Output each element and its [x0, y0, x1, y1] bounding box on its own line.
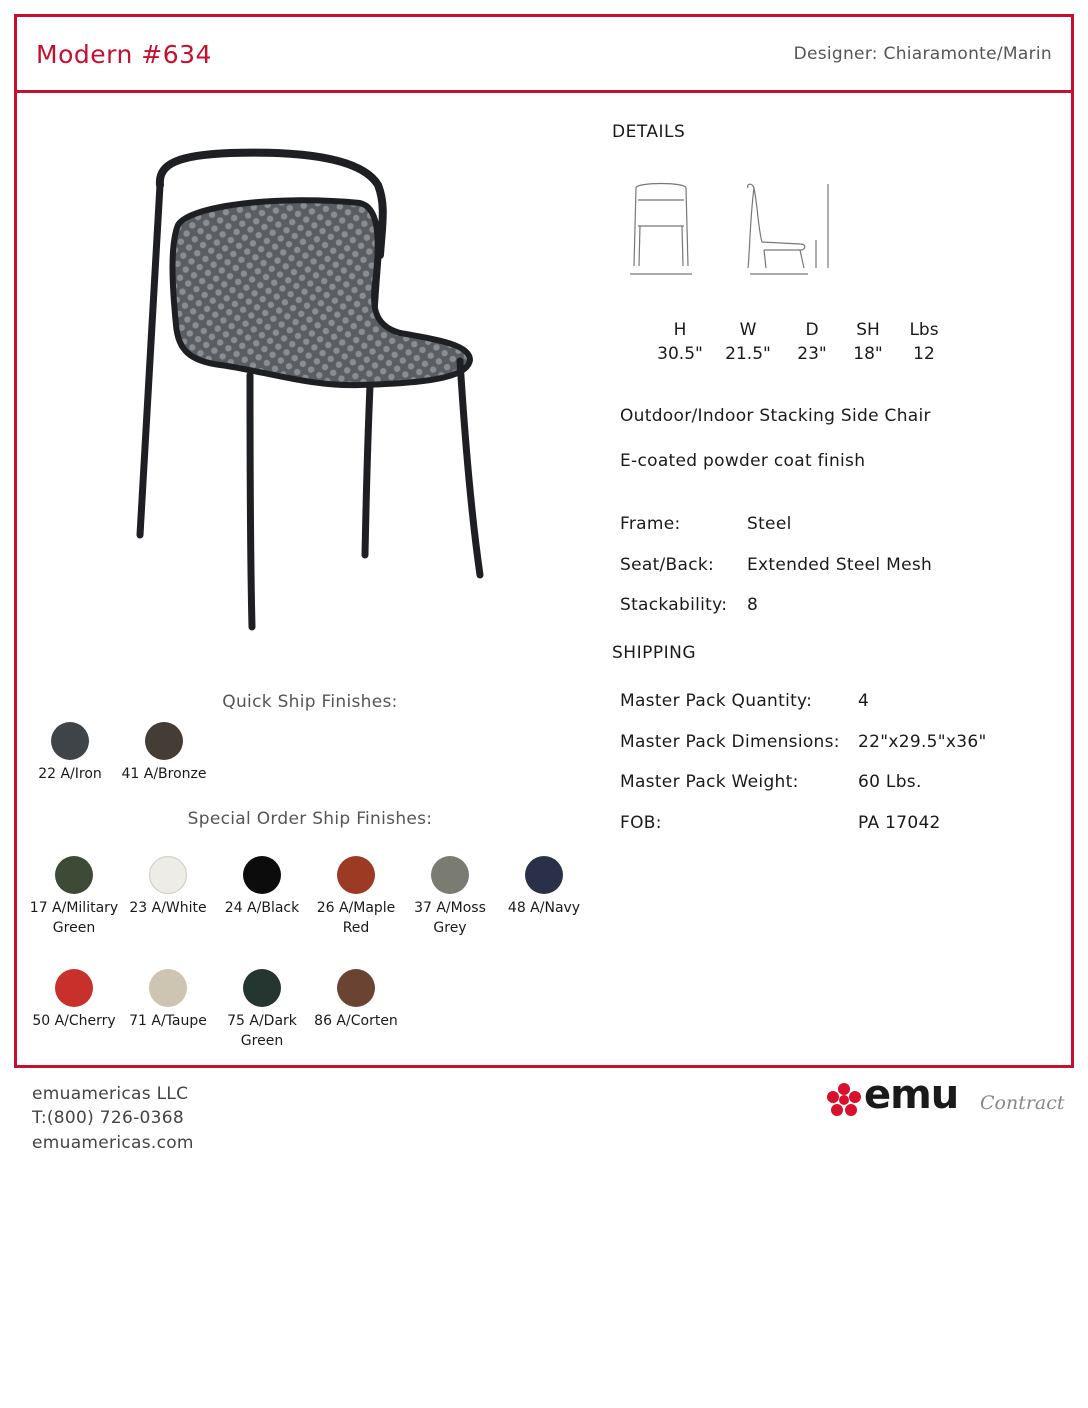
swatch-color-dot	[55, 856, 93, 894]
dim-value-lbs: 12	[913, 344, 935, 364]
frame-label: Frame:	[620, 514, 681, 534]
swatch-label: 17 A/Military Green	[29, 900, 119, 936]
swatch-color-dot	[149, 856, 187, 894]
dimension-values	[648, 344, 958, 364]
master-pack-weight-label: Master Pack Weight:	[620, 772, 799, 792]
dim-value-w: 21.5"	[725, 344, 771, 364]
dim-header-h: H	[673, 320, 687, 340]
swatch-color-dot	[149, 969, 187, 1007]
fob-label: FOB:	[620, 813, 662, 833]
finish-swatch-dark-green	[214, 969, 310, 1051]
swatch-color-dot	[337, 856, 375, 894]
swatch-color-dot	[51, 722, 89, 760]
company-phone: T:(800) 726-0368	[32, 1108, 185, 1128]
swatch-label: 23 A/White	[129, 900, 207, 916]
swatch-label: 26 A/Maple Red	[316, 900, 396, 936]
logo-wordmark: emu	[864, 1072, 959, 1118]
finish-swatch-navy	[496, 856, 592, 918]
special-order-heading: Special Order Ship Finishes:	[187, 809, 433, 829]
swatch-color-dot	[525, 856, 563, 894]
designer-credit: Designer: Chiaramonte/Marin	[793, 44, 1052, 64]
dim-header-d: D	[805, 320, 819, 340]
seat-back-value: Extended Steel Mesh	[747, 555, 933, 575]
swatch-color-dot	[431, 856, 469, 894]
company-name: emuamericas LLC	[32, 1084, 189, 1104]
page-title: Modern #634	[36, 40, 212, 69]
company-website[interactable]: emuamericas.com	[32, 1133, 194, 1153]
master-pack-dimensions-value: 22"x29.5"x36"	[858, 732, 987, 752]
seat-back-label: Seat/Back:	[620, 555, 715, 575]
chair-product-image	[110, 125, 510, 655]
dim-value-sh: 18"	[853, 344, 883, 364]
swatch-color-dot	[243, 856, 281, 894]
frame-value: Steel	[747, 514, 792, 534]
swatch-color-dot	[55, 969, 93, 1007]
finish-swatch-maple-red	[308, 856, 404, 938]
master-pack-dimensions-label: Master Pack Dimensions:	[620, 732, 840, 752]
finish-swatch-black	[214, 856, 310, 918]
swatch-label: 71 A/Taupe	[129, 1013, 207, 1029]
swatch-label: 37 A/Moss Grey	[414, 900, 486, 936]
shipping-heading: SHIPPING	[612, 643, 696, 663]
finish-swatch-iron	[22, 722, 118, 784]
dimension-headers	[648, 320, 958, 340]
logo-subtitle: Contract	[980, 1092, 1065, 1114]
swatch-color-dot	[337, 969, 375, 1007]
header-divider	[14, 90, 1074, 93]
fob-value: PA 17042	[858, 813, 941, 833]
finish-note: E-coated powder coat finish	[620, 451, 866, 471]
swatch-label: 75 A/Dark Green	[227, 1013, 297, 1049]
swatch-label: 41 A/Bronze	[121, 766, 207, 782]
emu-flower-icon	[824, 1080, 864, 1120]
swatch-label: 24 A/Black	[224, 900, 300, 916]
dim-value-h: 30.5"	[657, 344, 703, 364]
finish-swatch-military-green	[26, 856, 122, 938]
swatch-label: 48 A/Navy	[507, 900, 581, 916]
finish-swatch-taupe	[120, 969, 216, 1031]
swatch-label: 86 A/Corten	[314, 1013, 398, 1029]
stackability-value: 8	[747, 595, 759, 615]
stackability-label: Stackability:	[620, 595, 728, 615]
details-heading: DETAILS	[612, 122, 686, 142]
finish-swatch-moss-grey	[402, 856, 498, 938]
swatch-label: 22 A/Iron	[38, 766, 102, 782]
finish-swatch-corten	[308, 969, 404, 1031]
master-pack-quantity-value: 4	[858, 691, 870, 711]
dim-header-sh: SH	[856, 320, 880, 340]
finish-swatch-cherry	[26, 969, 122, 1031]
swatch-label: 50 A/Cherry	[32, 1013, 116, 1029]
dimension-diagram	[622, 178, 842, 282]
dim-value-d: 23"	[797, 344, 827, 364]
product-description: Outdoor/Indoor Stacking Side Chair	[620, 406, 931, 426]
master-pack-quantity-label: Master Pack Quantity:	[620, 691, 813, 711]
finish-swatch-bronze	[116, 722, 212, 784]
quick-ship-heading: Quick Ship Finishes:	[222, 692, 398, 712]
dim-header-w: W	[739, 320, 757, 340]
dim-header-lbs: Lbs	[909, 320, 939, 340]
master-pack-weight-value: 60 Lbs.	[858, 772, 922, 792]
swatch-color-dot	[145, 722, 183, 760]
swatch-color-dot	[243, 969, 281, 1007]
finish-swatch-white	[120, 856, 216, 918]
emu-contract-logo	[824, 1072, 1069, 1122]
